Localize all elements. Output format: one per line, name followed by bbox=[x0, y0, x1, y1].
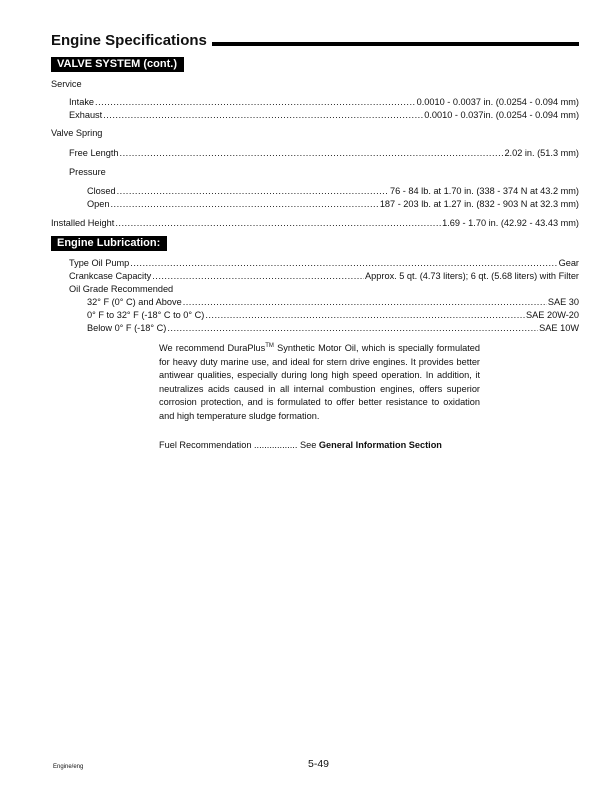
spec-value: 0.0010 - 0.037in. (0.0254 - 0.094 mm) bbox=[424, 110, 579, 120]
spec-row-free-length bbox=[69, 147, 579, 159]
leader-dots bbox=[110, 198, 378, 210]
spec-label: Free Length bbox=[69, 148, 119, 158]
footer-doc-id: Engine/eng bbox=[53, 764, 84, 770]
spec-row-crankcase-capacity bbox=[69, 270, 579, 282]
leader-dots bbox=[120, 147, 504, 159]
spec-row-oil-grade bbox=[87, 309, 579, 321]
leader-dots bbox=[130, 257, 557, 269]
spec-row-installed-height bbox=[51, 217, 579, 229]
spec-row-intake bbox=[69, 96, 579, 108]
spec-label: 32° F (0° C) and Above bbox=[87, 297, 182, 307]
fuel-recommendation-label: Fuel Recommendation bbox=[159, 440, 252, 450]
see-text: See bbox=[299, 440, 317, 450]
spec-value: 187 - 203 lb. at 1.27 in. (832 - 903 N at 32.3 mm) bbox=[379, 199, 579, 209]
spec-value: Approx. 5 qt. (4.73 liters); 6 qt. (5.68 liters) with Filter bbox=[365, 271, 579, 281]
spec-label: Exhaust bbox=[69, 110, 103, 120]
title-rule bbox=[212, 42, 579, 46]
leader-dots bbox=[167, 322, 538, 334]
page-title: Engine Specifications bbox=[51, 32, 207, 49]
spec-row-exhaust bbox=[69, 109, 579, 121]
spec-label: Crankcase Capacity bbox=[69, 271, 152, 281]
fuel-recommendation-row bbox=[159, 439, 442, 451]
cross-reference-link: General Information Section bbox=[318, 440, 442, 450]
spec-value: SAE 20W-20 bbox=[526, 310, 579, 320]
spec-value: 76 - 84 lb. at 1.70 in. (338 - 374 N at 43.2 mm) bbox=[390, 186, 579, 196]
spec-label: Below 0° F (-18° C) bbox=[87, 323, 167, 333]
spec-value: SAE 30 bbox=[547, 297, 579, 307]
leader-dots bbox=[95, 96, 416, 108]
leader-dots bbox=[117, 185, 389, 197]
spec-value: SAE 10W bbox=[539, 323, 579, 333]
page-number: 5-49 bbox=[308, 758, 330, 770]
recommendation-body: Synthetic Motor Oil, which is specially formulated for heavy duty marine use, and ideal for stern drive engines. It provides better antiwear qualities, especially during long high speed operation. In addition, it neutralizes acids caused in all internal combustion engines, offers superior corrosion protection, and is formulated to offer better resistance to oxidation and high temperature sludge formation. bbox=[159, 343, 480, 421]
spec-label: Installed Height bbox=[51, 218, 115, 228]
leader-dots bbox=[115, 217, 441, 229]
spec-value: 1.69 - 1.70 in. (42.92 - 43.43 mm) bbox=[442, 218, 579, 228]
spec-label: Closed bbox=[87, 186, 116, 196]
leader-dots bbox=[183, 296, 547, 308]
pressure-heading: Pressure bbox=[69, 167, 106, 177]
service-heading: Service bbox=[51, 79, 82, 89]
section-label-valve-system: VALVE SYSTEM (cont.) bbox=[51, 57, 184, 72]
spec-row-oil-grade bbox=[87, 322, 579, 334]
leader-dots: ................. bbox=[254, 440, 298, 450]
leader-dots bbox=[103, 109, 423, 121]
recommendation-intro: We recommend DuraPlus bbox=[159, 343, 266, 353]
section-label-engine-lubrication: Engine Lubrication: bbox=[51, 236, 167, 251]
spec-label: Intake bbox=[69, 97, 95, 107]
spec-label: Type Oil Pump bbox=[69, 258, 130, 268]
spec-label: 0° F to 32° F (-18° C to 0° C) bbox=[87, 310, 205, 320]
oil-recommendation-paragraph bbox=[159, 342, 480, 424]
spec-row-type-oil-pump bbox=[69, 257, 579, 269]
trademark-mark: TM bbox=[265, 343, 274, 349]
leader-dots bbox=[205, 309, 525, 321]
spec-label: Open bbox=[87, 199, 110, 209]
spec-value: Gear bbox=[558, 258, 579, 268]
page-header bbox=[51, 28, 579, 50]
leader-dots bbox=[152, 270, 364, 282]
valve-spring-heading: Valve Spring bbox=[51, 128, 103, 138]
spec-row-open bbox=[87, 198, 579, 210]
spec-value: 2.02 in. (51.3 mm) bbox=[504, 148, 579, 158]
oil-grade-heading: Oil Grade Recommended bbox=[69, 284, 174, 294]
spec-row-oil-grade bbox=[87, 296, 579, 308]
spec-value: 0.0010 - 0.0037 in. (0.0254 - 0.094 mm) bbox=[416, 97, 579, 107]
spec-row-closed bbox=[87, 185, 579, 197]
